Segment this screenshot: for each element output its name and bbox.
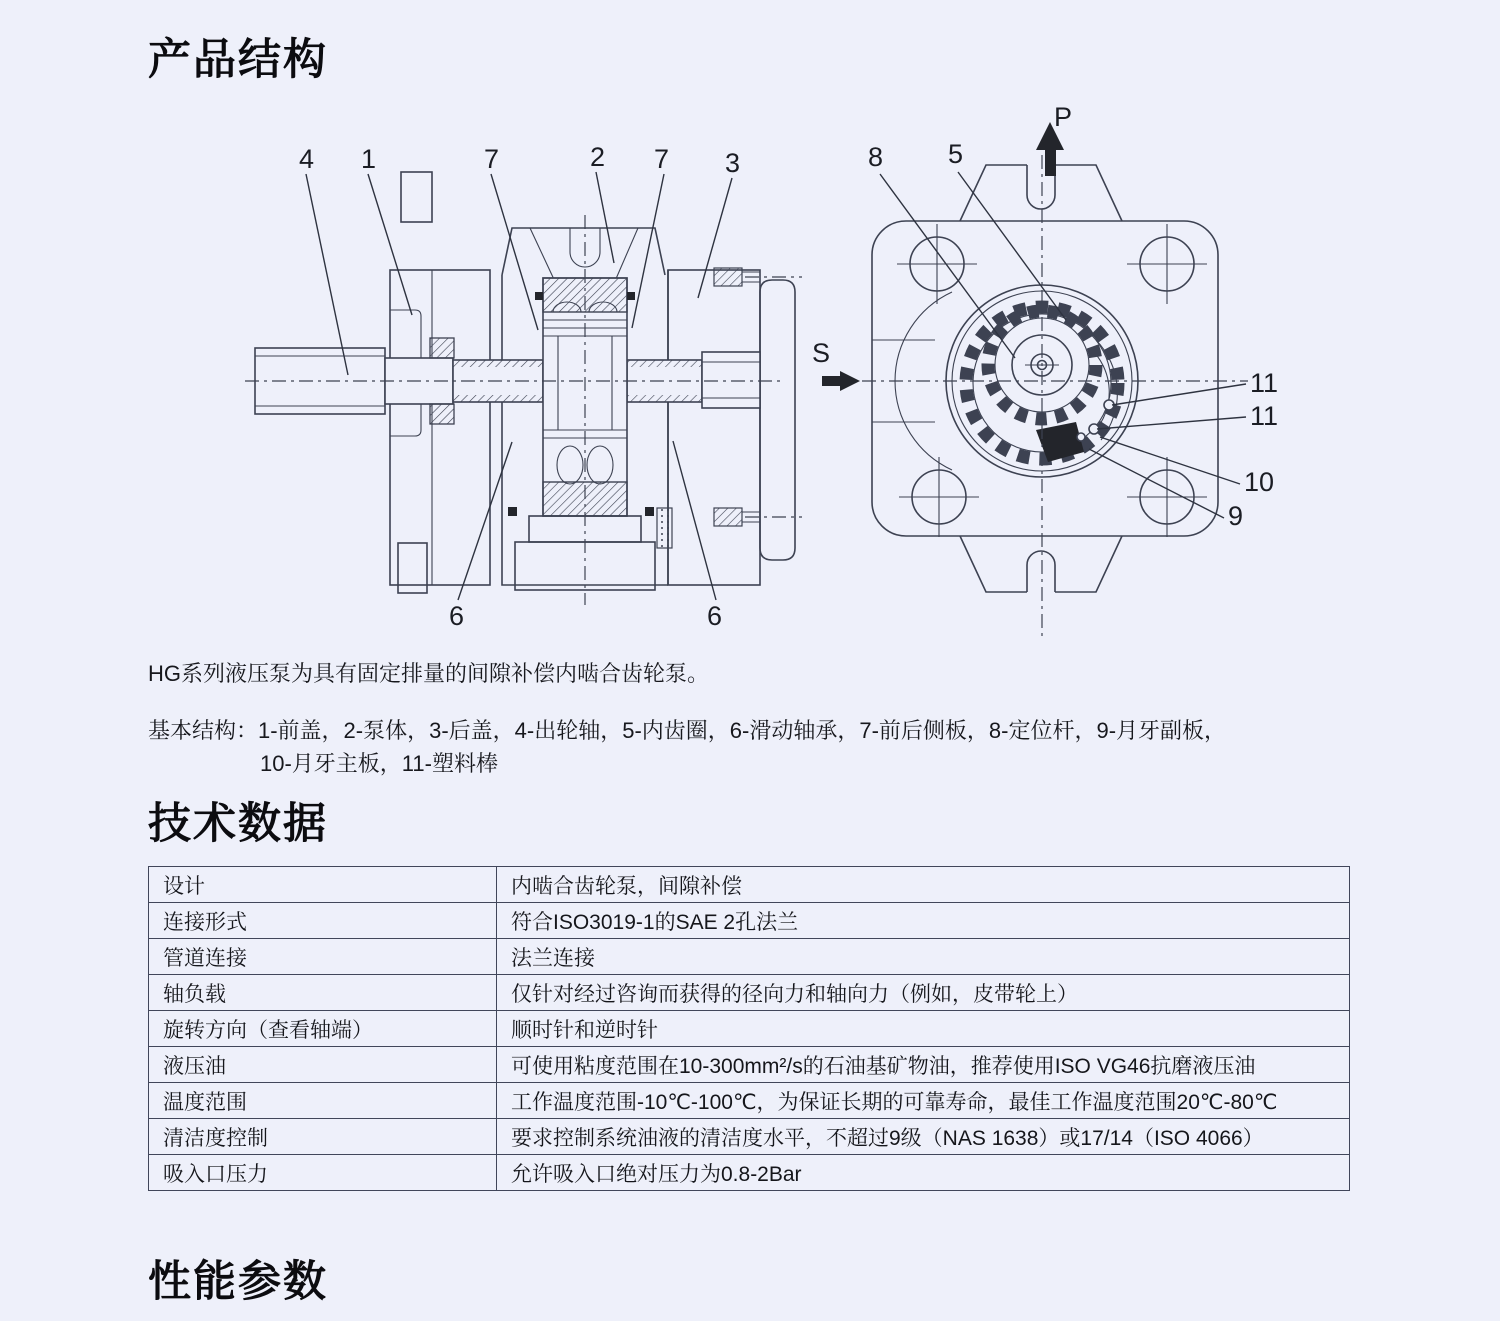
rear-cover xyxy=(657,268,795,585)
table-row xyxy=(149,903,1350,939)
intro-text: HG系列液压泵为具有固定排量的间隙补偿内啮合齿轮泵。 xyxy=(148,661,710,686)
section-title-performance: 性能参数 xyxy=(148,1258,328,1306)
row-value: 允许吸入口绝对压力为0.8-2Bar xyxy=(497,1155,1350,1191)
row-value: 可使用粘度范围在10-300mm²/s的石油基矿物油，推荐使用ISO VG46抗磨液压油 xyxy=(497,1047,1350,1083)
row-label: 管道连接 xyxy=(149,939,497,975)
part-label-11b: 11 xyxy=(1250,401,1279,431)
part-label-6a: 6 xyxy=(449,601,465,631)
row-value: 顺时针和逆时针 xyxy=(497,1011,1350,1047)
port-label-s: S xyxy=(812,338,831,368)
part-label-11a: 11 xyxy=(1250,368,1279,398)
row-value: 仅针对经过咨询而获得的径向力和轴向力（例如，皮带轮上） xyxy=(497,975,1350,1011)
row-value: 要求控制系统油液的清洁度水平，不超过9级（NAS 1638）或17/14（ISO 4066） xyxy=(497,1119,1350,1155)
part-label-9: 9 xyxy=(1228,501,1244,531)
part-label-4: 4 xyxy=(299,144,315,174)
section-title-structure: 产品结构 xyxy=(148,36,328,84)
port-label-p: P xyxy=(1054,102,1073,132)
table-row xyxy=(149,867,1350,903)
parts-list-line2: 10-月牙主板，11-塑料棒 xyxy=(260,751,498,776)
leader-lines xyxy=(880,172,1246,518)
table-row xyxy=(149,1047,1350,1083)
table-row xyxy=(149,975,1350,1011)
part-label-6b: 6 xyxy=(707,601,723,631)
row-value: 内啮合齿轮泵，间隙补偿 xyxy=(497,867,1350,903)
part-label-1: 1 xyxy=(361,144,377,174)
part-label-3: 3 xyxy=(725,148,741,178)
part-label-8: 8 xyxy=(868,142,884,172)
part-label-7a: 7 xyxy=(484,144,500,174)
row-value: 符合ISO3019-1的SAE 2孔法兰 xyxy=(497,903,1350,939)
parts-list-line1: 基本结构：1-前盖，2-泵体，3-后盖，4-出轮轴，5-内齿圈，6-滑动轴承，7-前后侧板，8-定位杆，9-月牙副板， xyxy=(148,718,1227,743)
part-label-2: 2 xyxy=(590,142,606,172)
part-label-7b: 7 xyxy=(654,144,670,174)
row-value: 工作温度范围-10℃-100℃，为保证长期的可靠寿命，最佳工作温度范围20℃-80℃ xyxy=(497,1083,1350,1119)
pump-face xyxy=(872,165,1218,592)
row-label: 连接形式 xyxy=(149,903,497,939)
row-label: 轴负载 xyxy=(149,975,497,1011)
section-title-tech: 技术数据 xyxy=(148,800,328,848)
table-row xyxy=(149,1011,1350,1047)
part-label-5: 5 xyxy=(948,139,964,169)
row-label: 清洁度控制 xyxy=(149,1119,497,1155)
suction-port-arrow xyxy=(822,371,860,391)
row-label: 温度范围 xyxy=(149,1083,497,1119)
row-label: 旋转方向（查看轴端） xyxy=(149,1011,497,1047)
cross-section-diagram xyxy=(240,130,810,645)
table-row xyxy=(149,939,1350,975)
row-label: 吸入口压力 xyxy=(149,1155,497,1191)
row-label: 设计 xyxy=(149,867,497,903)
table-row xyxy=(149,1083,1350,1119)
row-value: 法兰连接 xyxy=(497,939,1350,975)
table-row xyxy=(149,1155,1350,1191)
part-label-10: 10 xyxy=(1244,467,1275,497)
front-view-diagram xyxy=(800,100,1300,645)
parts-list xyxy=(148,714,1226,780)
row-label: 液压油 xyxy=(149,1047,497,1083)
table-row xyxy=(149,1119,1350,1155)
tech-data-table xyxy=(148,866,1350,1191)
